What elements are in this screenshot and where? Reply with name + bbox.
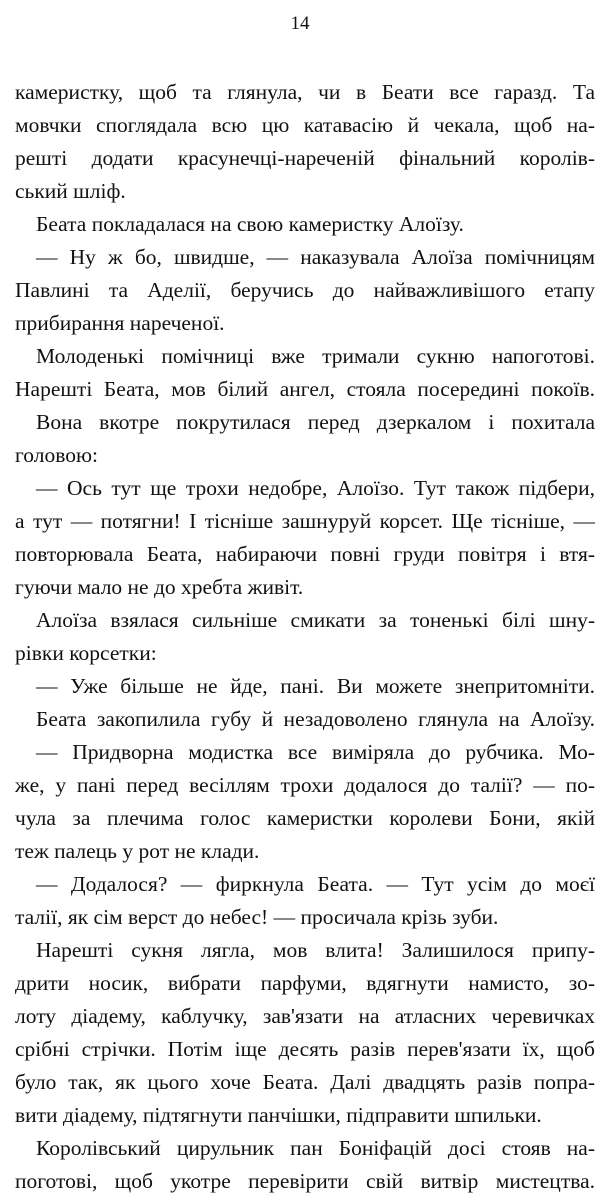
text-line: прибирання нареченої. (15, 311, 225, 335)
text-line: — Ось тут ще трохи недобре, Алоїзо. Тут також підбери, (36, 476, 595, 500)
text-line: лоту діадему, каблучку, зав'язати на атласних черевичках (15, 1004, 595, 1028)
text-line: камеристку, щоб та глянула, чи в Беати все гаразд. Та (15, 80, 595, 104)
text-line: гуючи мало не до хребта живіт. (15, 575, 304, 599)
text-line: поготові, щоб укотре перевірити свій витвір мистецтва. (15, 1169, 595, 1193)
text-line: Нарешті Беата, мов білий ангел, стояла посередині покоїв. (15, 377, 595, 401)
text-line: Молоденькі помічниці вже тримали сукню напоготові. (36, 344, 595, 368)
text-line: рівки корсетки: (15, 641, 157, 665)
text-line: мовчки споглядала всю цю катавасію й чекала, щоб на- (15, 113, 595, 137)
text-line: — Додалося? — фиркнула Беата. — Тут усім до моєї (36, 872, 595, 896)
text-line: було так, як цього хоче Беата. Далі двадцять разів попра- (15, 1070, 595, 1094)
text-line: срібні стрічки. Потім іще десять разів перев'язати їх, щоб (15, 1037, 595, 1061)
text-line: а тут — потягни! І тісніше зашнуруй корсет. Ще тісніше, — (15, 509, 595, 533)
text-line: — Уже більше не йде, пані. Ви можете знепритомніти. (36, 674, 595, 698)
text-line: дрити носик, вибрати парфуми, вдягнути намисто, зо- (15, 971, 595, 995)
text-line: Королівський цирульник пан Боніфацій досі стояв на- (36, 1136, 595, 1160)
text-line: талії, як сім верст до небес! — просичала крізь зуби. (15, 905, 499, 929)
text-line: Вона вкотре покрутилася перед дзеркалом і похитала (36, 410, 595, 434)
text-line: вити діадему, підтягнути панчішки, підправити шпильки. (15, 1103, 542, 1127)
text-line: же, у пані перед весіллям трохи додалося до талії? — по- (15, 773, 595, 797)
text-line: — Ну ж бо, швидше, — наказувала Алоїза помічницям (36, 245, 595, 269)
text-line: Павлині та Аделії, беручись до найважливішого етапу (15, 278, 595, 302)
body-text (15, 76, 595, 1198)
text-line: Алоїза взялася сильніше смикати за тоненькі білі шну- (36, 608, 595, 632)
text-line: головою: (15, 443, 99, 467)
text-line: — Придворна модистка все виміряла до рубчика. Мо- (36, 740, 595, 764)
text-line: Беата покладалася на свою камеристку Алоїзу. (36, 212, 464, 236)
text-line: чула за плечима голос камеристки королеви Бони, якій (15, 806, 595, 830)
text-line: Нарешті сукня лягла, мов влита! Залишилося припу- (36, 938, 595, 962)
text-line: решті додати красунечці-нареченій фінальний королів- (15, 146, 595, 170)
text-line: повторювала Беата, набираючи повні груди повітря і втя- (15, 542, 595, 566)
text-line: Беата закопилила губу й незадоволено глянула на Алоїзу. (36, 707, 595, 731)
text-line: теж палець у рот не клади. (15, 839, 260, 863)
page-number: 14 (290, 13, 310, 34)
text-line: ський шліф. (15, 179, 126, 203)
